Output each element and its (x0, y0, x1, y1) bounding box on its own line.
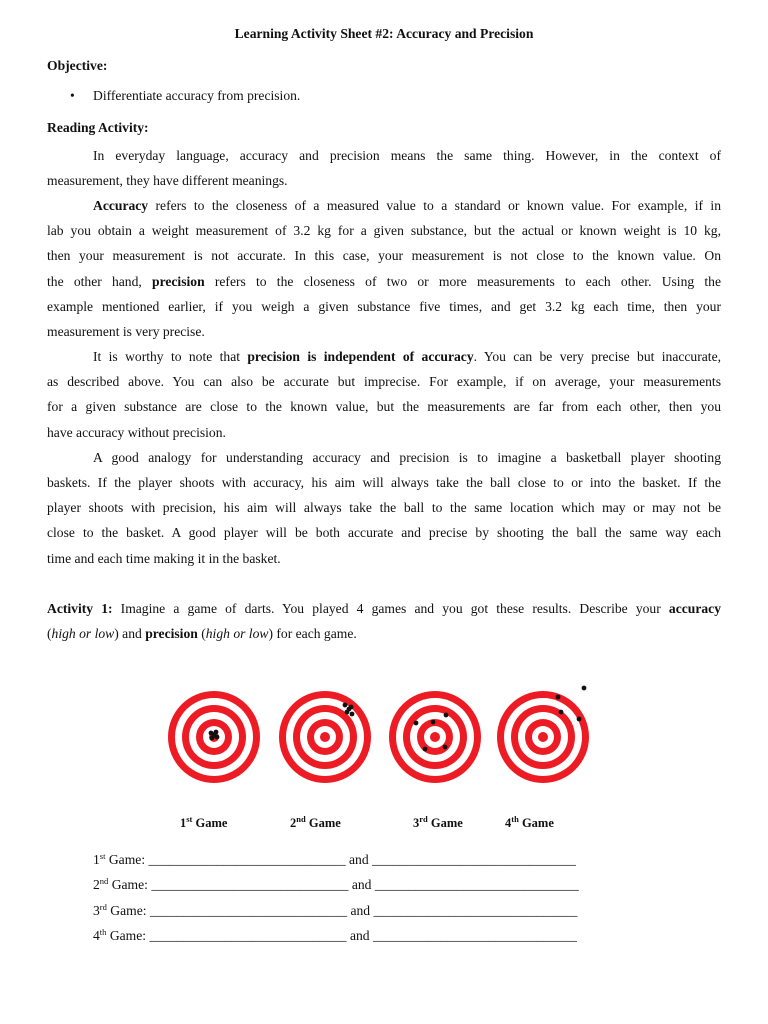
paragraph-line: measurement, they have different meanings. (47, 173, 288, 188)
answer-line-3[interactable]: 3rd Game: _____________________________ and ______________________________ (93, 902, 578, 918)
answer-line-2[interactable]: 2nd Game: _____________________________ and ______________________________ (93, 876, 579, 892)
dartboard-game-1 (168, 691, 260, 783)
paragraph-line: A good analogy for understanding accuracy and precision is to imagine a basketball player shooting (93, 450, 721, 465)
paren: ( (47, 626, 52, 641)
dart-hit (414, 721, 419, 726)
target-ring (320, 732, 330, 742)
game-label-4: 4th Game (505, 814, 554, 830)
objective-text: Differentiate accuracy from precision. (93, 88, 301, 103)
term-precision: precision (152, 274, 205, 289)
target-ring (430, 732, 440, 742)
activity-term-accuracy: accuracy (668, 601, 721, 616)
answer-line-1[interactable]: 1st Game: _____________________________ and ______________________________ (93, 851, 576, 867)
precision-blank[interactable]: ______________________________ (373, 903, 578, 918)
activity-text: ) and (114, 626, 146, 641)
term-accuracy: Accuracy (93, 198, 149, 213)
paragraph-line: time and each time making it in the basket. (47, 551, 281, 566)
paragraph-line: In everyday language, accuracy and precision means the same thing. However, in the context of (93, 148, 721, 163)
dart-hit (423, 747, 428, 752)
dart-hit (556, 695, 561, 700)
dart-hit (212, 733, 217, 738)
dart-hit (582, 686, 587, 691)
paragraph-text: It is worthy to note that (93, 349, 248, 364)
objective-heading: Objective: (47, 58, 108, 73)
answer-line-4[interactable]: 4th Game: _____________________________ and ______________________________ (93, 927, 577, 943)
activity-instructions (47, 601, 721, 617)
precision-blank[interactable]: ______________________________ (373, 928, 577, 943)
dart-hit (343, 703, 348, 708)
paragraph-line: measurement is very precise. (47, 324, 205, 339)
paragraph-line: lab you obtain a weight measurement of 3.2 kg for a given substance, but the actual or known weight is 10 kg, (47, 223, 721, 238)
page-title: Learning Activity Sheet #2: Accuracy and Precision (234, 26, 534, 41)
dart-hit (443, 745, 448, 750)
paragraph-line: example mentioned earlier, if you weigh a given substance five times, and get 3.2 kg each time, then your (47, 299, 721, 314)
paragraph-text: the other hand, (47, 274, 153, 289)
bullet-icon: • (70, 88, 75, 103)
dart-hit (444, 713, 449, 718)
activity-hint: high or low (205, 626, 269, 641)
paragraph-line: for a given substance are close to the known value, but the measurements are far from each other, then you (47, 399, 721, 414)
activity-hint: high or low (51, 626, 115, 641)
accuracy-blank[interactable]: _____________________________ (148, 852, 346, 867)
paragraph-text: . You can be very precise but inaccurate, (473, 349, 722, 364)
dart-hit (350, 712, 355, 717)
game-label-3: 3rd Game (413, 814, 463, 830)
paragraph-line: as described above. You can also be accurate but imprecise. For example, if on average, your measurements (47, 374, 721, 389)
paragraph-line (47, 349, 721, 365)
dartboard-game-2 (279, 691, 371, 783)
paragraph-line: close to the basket. A good player will be both accurate and precise by shooting the ball the same way each (47, 525, 721, 540)
activity-label: Activity 1: (47, 601, 113, 616)
dart-targets-figure (0, 667, 768, 787)
precision-blank[interactable]: ______________________________ (372, 852, 576, 867)
paragraph-line: player shoots with precision, his aim will always take the ball to the same location which may or may not be (47, 500, 721, 515)
dart-hit (577, 717, 582, 722)
dart-hit (559, 710, 564, 715)
paragraph-line: then your measurement is not accurate. In this case, your measurement is not close to the known value. On (47, 248, 721, 263)
accuracy-blank[interactable]: _____________________________ (149, 903, 348, 918)
dartboard-game-4 (497, 686, 589, 783)
activity-text: ( (197, 626, 206, 641)
paragraph-line (47, 274, 721, 290)
activity-text: Imagine a game of darts. You played 4 games and you got these results. Describe your (112, 601, 669, 616)
paragraph-text: refers to the closeness of two or more measurements to each other. Using the (204, 274, 721, 289)
key-statement: precision is independent of accuracy (247, 349, 474, 364)
paragraph-text: refers to the closeness of a measured value to a standard or known value. For example, if in (148, 198, 721, 213)
game-label-2: 2nd Game (290, 814, 341, 830)
reading-heading: Reading Activity: (47, 120, 149, 135)
target-ring (538, 732, 548, 742)
accuracy-blank[interactable]: _____________________________ (149, 928, 347, 943)
paragraph-line: baskets. If the player shoots with accuracy, his aim will always take the ball close to or into the basket. If the (47, 475, 721, 490)
activity-term-precision: precision (145, 626, 198, 641)
dart-hit (431, 720, 436, 725)
paragraph-line (47, 198, 721, 214)
precision-blank[interactable]: ______________________________ (374, 877, 579, 892)
game-label-1: 1st Game (180, 814, 228, 830)
dart-hit (347, 707, 352, 712)
dartboard-game-3 (389, 691, 481, 783)
paragraph-line: have accuracy without precision. (47, 425, 226, 440)
accuracy-blank[interactable]: _____________________________ (151, 877, 349, 892)
activity-text: ) for each game. (268, 626, 357, 641)
activity-instructions-2 (47, 626, 721, 642)
